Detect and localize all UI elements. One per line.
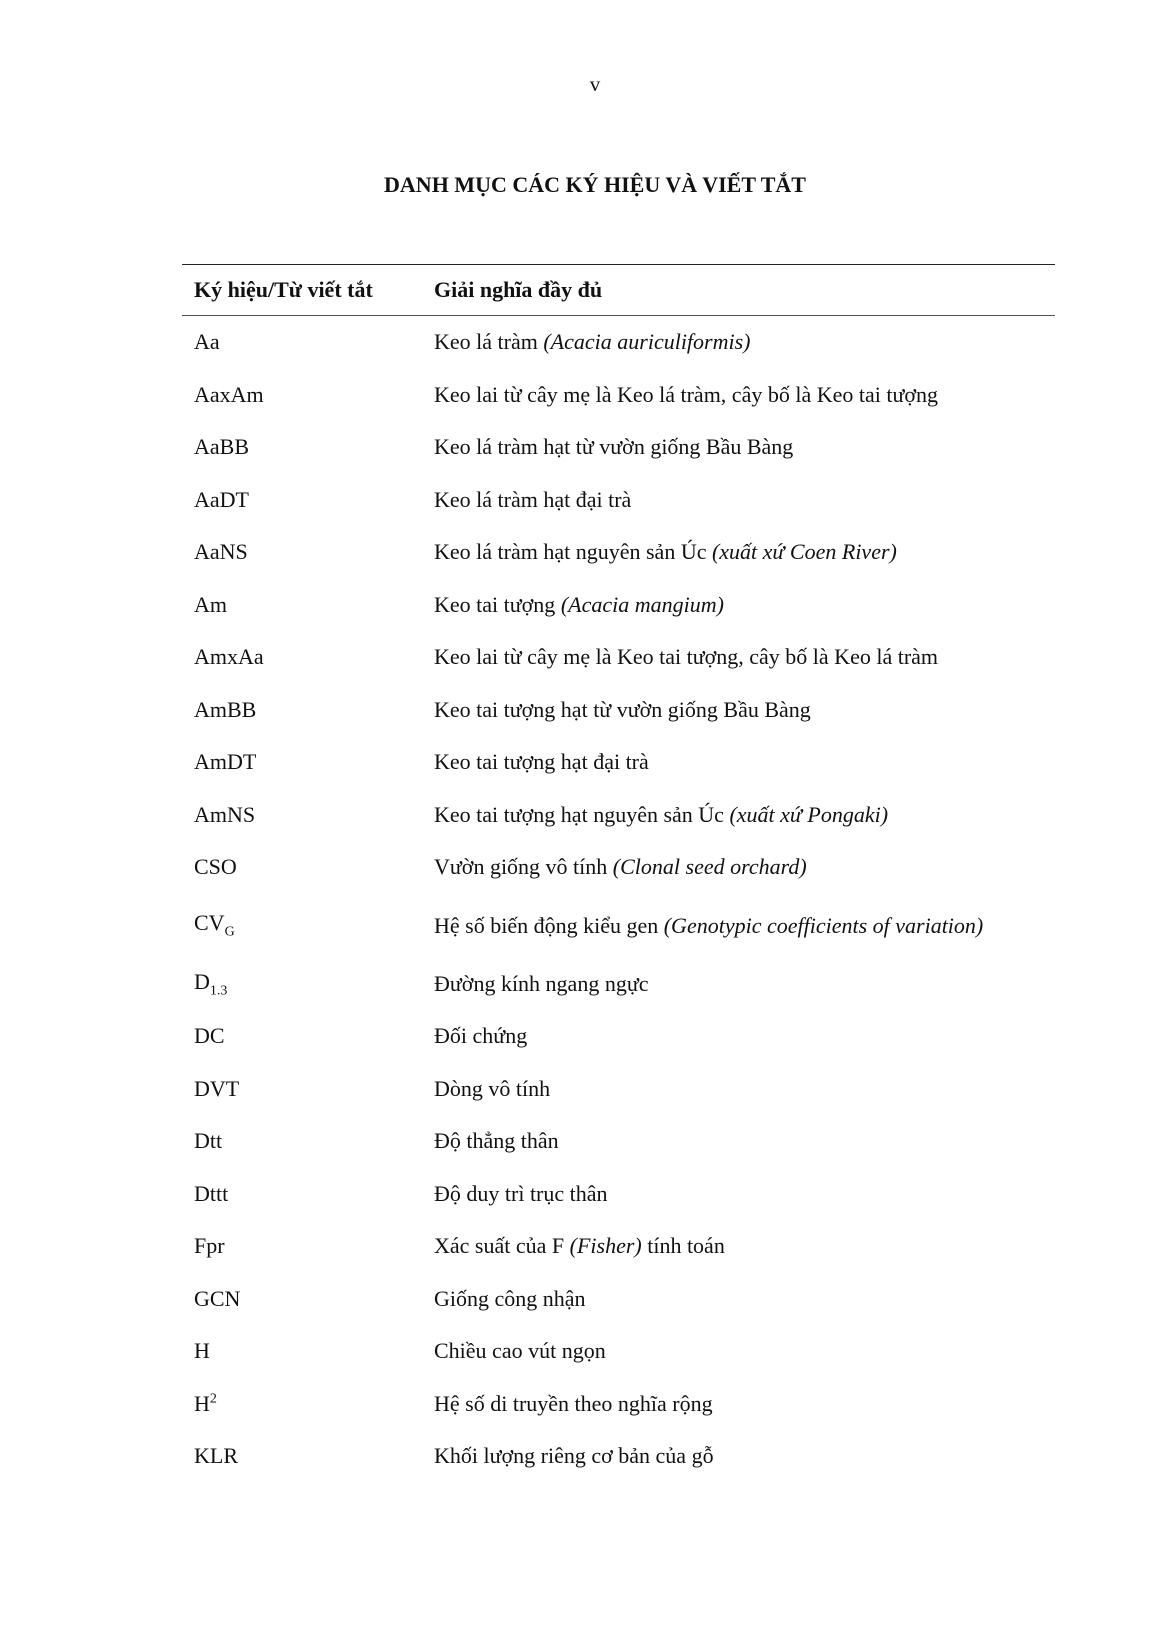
table-row bbox=[182, 1220, 1055, 1273]
symbol-text: Am bbox=[194, 591, 227, 617]
table-row bbox=[182, 789, 1055, 842]
table-row bbox=[182, 474, 1055, 527]
table-row bbox=[182, 736, 1055, 789]
meaning-cell bbox=[434, 971, 1055, 997]
symbol-cell bbox=[182, 592, 434, 618]
meaning-italic: (Genotypic coefficients of variation) bbox=[663, 912, 984, 938]
symbol-cell bbox=[182, 434, 434, 460]
meaning-italic: (xuất xứ Coen River) bbox=[711, 539, 897, 565]
symbol-cell bbox=[182, 802, 434, 828]
symbol-text: AaBB bbox=[194, 434, 249, 460]
header-symbol: Ký hiệu/Từ viết tắt bbox=[194, 277, 373, 302]
meaning-cell bbox=[434, 1338, 1055, 1364]
meaning-after: tính toán bbox=[641, 1233, 725, 1259]
meaning-text: Độ duy trì trục thân bbox=[434, 1180, 608, 1206]
symbol-text: KLR bbox=[194, 1443, 238, 1469]
meaning-cell bbox=[434, 749, 1055, 775]
meaning-cell bbox=[434, 1443, 1055, 1469]
table-row bbox=[182, 526, 1055, 579]
table-row bbox=[182, 421, 1055, 474]
table-row bbox=[182, 316, 1055, 369]
meaning-cell bbox=[434, 382, 1055, 408]
meaning-cell bbox=[434, 592, 1055, 618]
meaning-text: Đối chứng bbox=[434, 1023, 528, 1049]
symbol-subscript: G bbox=[224, 924, 235, 940]
meaning-text: Hệ số di truyền theo nghĩa rộng bbox=[434, 1390, 713, 1416]
meaning-text: Keo tai tượng hạt nguyên sản Úc bbox=[434, 801, 730, 827]
meaning-italic: (Acacia mangium) bbox=[560, 591, 724, 617]
table-row bbox=[182, 1430, 1055, 1483]
symbol-cell bbox=[182, 1443, 434, 1469]
symbol-cell bbox=[182, 539, 434, 565]
meaning-text: Keo lá tràm bbox=[434, 329, 544, 355]
meaning-text: Keo tai tượng hạt từ vườn giống Bầu Bàng bbox=[434, 696, 811, 722]
table-row bbox=[182, 894, 1055, 958]
symbol-cell bbox=[182, 644, 434, 670]
meaning-text: Vườn giống vô tính bbox=[434, 854, 613, 880]
symbol-cell bbox=[182, 910, 434, 940]
meaning-italic: (Acacia auriculiformis) bbox=[543, 329, 751, 355]
meaning-cell bbox=[434, 1286, 1055, 1312]
meaning-italic: (Clonal seed orchard) bbox=[612, 854, 807, 880]
meaning-cell bbox=[434, 802, 1055, 828]
meaning-cell bbox=[434, 1023, 1055, 1049]
symbol-cell bbox=[182, 1338, 434, 1364]
symbol-cell bbox=[182, 854, 434, 880]
symbol-text: H bbox=[194, 1390, 210, 1416]
symbol-subscript: 1.3 bbox=[209, 982, 228, 998]
symbol-text: GCN bbox=[194, 1285, 241, 1311]
symbol-text: DVT bbox=[194, 1075, 240, 1101]
meaning-text: Keo lá tràm hạt từ vườn giống Bầu Bàng bbox=[434, 434, 794, 460]
table-row bbox=[182, 631, 1055, 684]
meaning-cell bbox=[434, 644, 1055, 670]
symbol-superscript: 2 bbox=[209, 1391, 217, 1407]
symbol-text: Dttt bbox=[194, 1180, 229, 1206]
page-number: v bbox=[589, 72, 601, 96]
table-row bbox=[182, 1378, 1055, 1431]
symbol-text: AaDT bbox=[194, 486, 249, 512]
table-row bbox=[182, 1325, 1055, 1378]
meaning-text: Keo lai từ cây mẹ là Keo tai tượng, cây bố là Keo lá tràm bbox=[434, 644, 939, 670]
symbol-cell bbox=[182, 1128, 434, 1154]
symbol-text: H bbox=[194, 1338, 210, 1364]
table-row bbox=[182, 841, 1055, 894]
meaning-cell bbox=[434, 1391, 1055, 1417]
symbol-text: D bbox=[194, 968, 210, 994]
symbol-cell bbox=[182, 697, 434, 723]
meaning-text: Keo lai từ cây mẹ là Keo lá tràm, cây bố là Keo tai tượng bbox=[434, 381, 939, 407]
symbol-text: DC bbox=[194, 1023, 225, 1049]
meaning-text: Keo tai tượng bbox=[434, 591, 561, 617]
symbol-cell bbox=[182, 1076, 434, 1102]
symbol-text: AmDT bbox=[194, 749, 257, 775]
meaning-cell bbox=[434, 434, 1055, 460]
table-row bbox=[182, 684, 1055, 737]
abbreviation-table bbox=[182, 264, 1055, 1483]
meaning-text: Đường kính ngang ngực bbox=[434, 970, 649, 996]
meaning-cell bbox=[434, 911, 1055, 941]
symbol-text: AmxAa bbox=[194, 644, 264, 670]
meaning-cell bbox=[434, 329, 1055, 355]
meaning-text: Hệ số biến động kiểu gen bbox=[434, 912, 664, 938]
meaning-text: Xác suất của F bbox=[434, 1233, 570, 1259]
symbol-text: AaxAm bbox=[194, 381, 264, 407]
meaning-text: Giống công nhận bbox=[434, 1285, 586, 1311]
symbol-text: CSO bbox=[194, 854, 237, 880]
meaning-cell bbox=[434, 697, 1055, 723]
symbol-text: AaNS bbox=[194, 539, 248, 565]
table-row bbox=[182, 1273, 1055, 1326]
page-title: DANH MỤC CÁC KÝ HIỆU VÀ VIẾT TẮT bbox=[384, 172, 806, 197]
header-meaning: Giải nghĩa đầy đủ bbox=[434, 277, 603, 302]
symbol-cell bbox=[182, 1286, 434, 1312]
symbol-text: AmBB bbox=[194, 696, 257, 722]
meaning-cell bbox=[434, 1128, 1055, 1154]
table-row bbox=[182, 1115, 1055, 1168]
meaning-text: Keo lá tràm hạt nguyên sản Úc bbox=[434, 539, 712, 565]
meaning-text: Độ thẳng thân bbox=[434, 1128, 559, 1154]
symbol-text: CV bbox=[194, 910, 225, 936]
table-header bbox=[182, 265, 1055, 316]
meaning-cell bbox=[434, 1233, 1055, 1259]
table-row bbox=[182, 369, 1055, 422]
meaning-italic: (Fisher) bbox=[569, 1233, 642, 1259]
table-row bbox=[182, 1168, 1055, 1221]
meaning-text: Keo lá tràm hạt đại trà bbox=[434, 486, 632, 512]
symbol-cell bbox=[182, 382, 434, 408]
symbol-text: Aa bbox=[194, 329, 220, 355]
meaning-italic: (xuất xứ Pongaki) bbox=[729, 801, 889, 827]
symbol-text: AmNS bbox=[194, 801, 256, 827]
meaning-cell bbox=[434, 1181, 1055, 1207]
meaning-cell bbox=[434, 854, 1055, 880]
table-body bbox=[182, 316, 1055, 1483]
meaning-cell bbox=[434, 539, 1055, 565]
symbol-text: Dtt bbox=[194, 1128, 223, 1154]
symbol-cell bbox=[182, 749, 434, 775]
symbol-cell bbox=[182, 1391, 434, 1417]
table-row bbox=[182, 1063, 1055, 1116]
symbol-cell bbox=[182, 487, 434, 513]
symbol-cell bbox=[182, 969, 434, 999]
meaning-cell bbox=[434, 1076, 1055, 1102]
symbol-cell bbox=[182, 329, 434, 355]
meaning-text: Khối lượng riêng cơ bản của gỗ bbox=[434, 1443, 714, 1469]
meaning-cell bbox=[434, 487, 1055, 513]
meaning-text: Chiều cao vút ngọn bbox=[434, 1338, 606, 1364]
symbol-cell bbox=[182, 1023, 434, 1049]
meaning-text: Keo tai tượng hạt đại trà bbox=[434, 749, 649, 775]
meaning-text: Dòng vô tính bbox=[434, 1075, 551, 1101]
symbol-text: Fpr bbox=[194, 1233, 225, 1259]
table-row bbox=[182, 958, 1055, 1011]
symbol-cell bbox=[182, 1233, 434, 1259]
symbol-cell bbox=[182, 1181, 434, 1207]
table-row bbox=[182, 579, 1055, 632]
table-row bbox=[182, 1010, 1055, 1063]
